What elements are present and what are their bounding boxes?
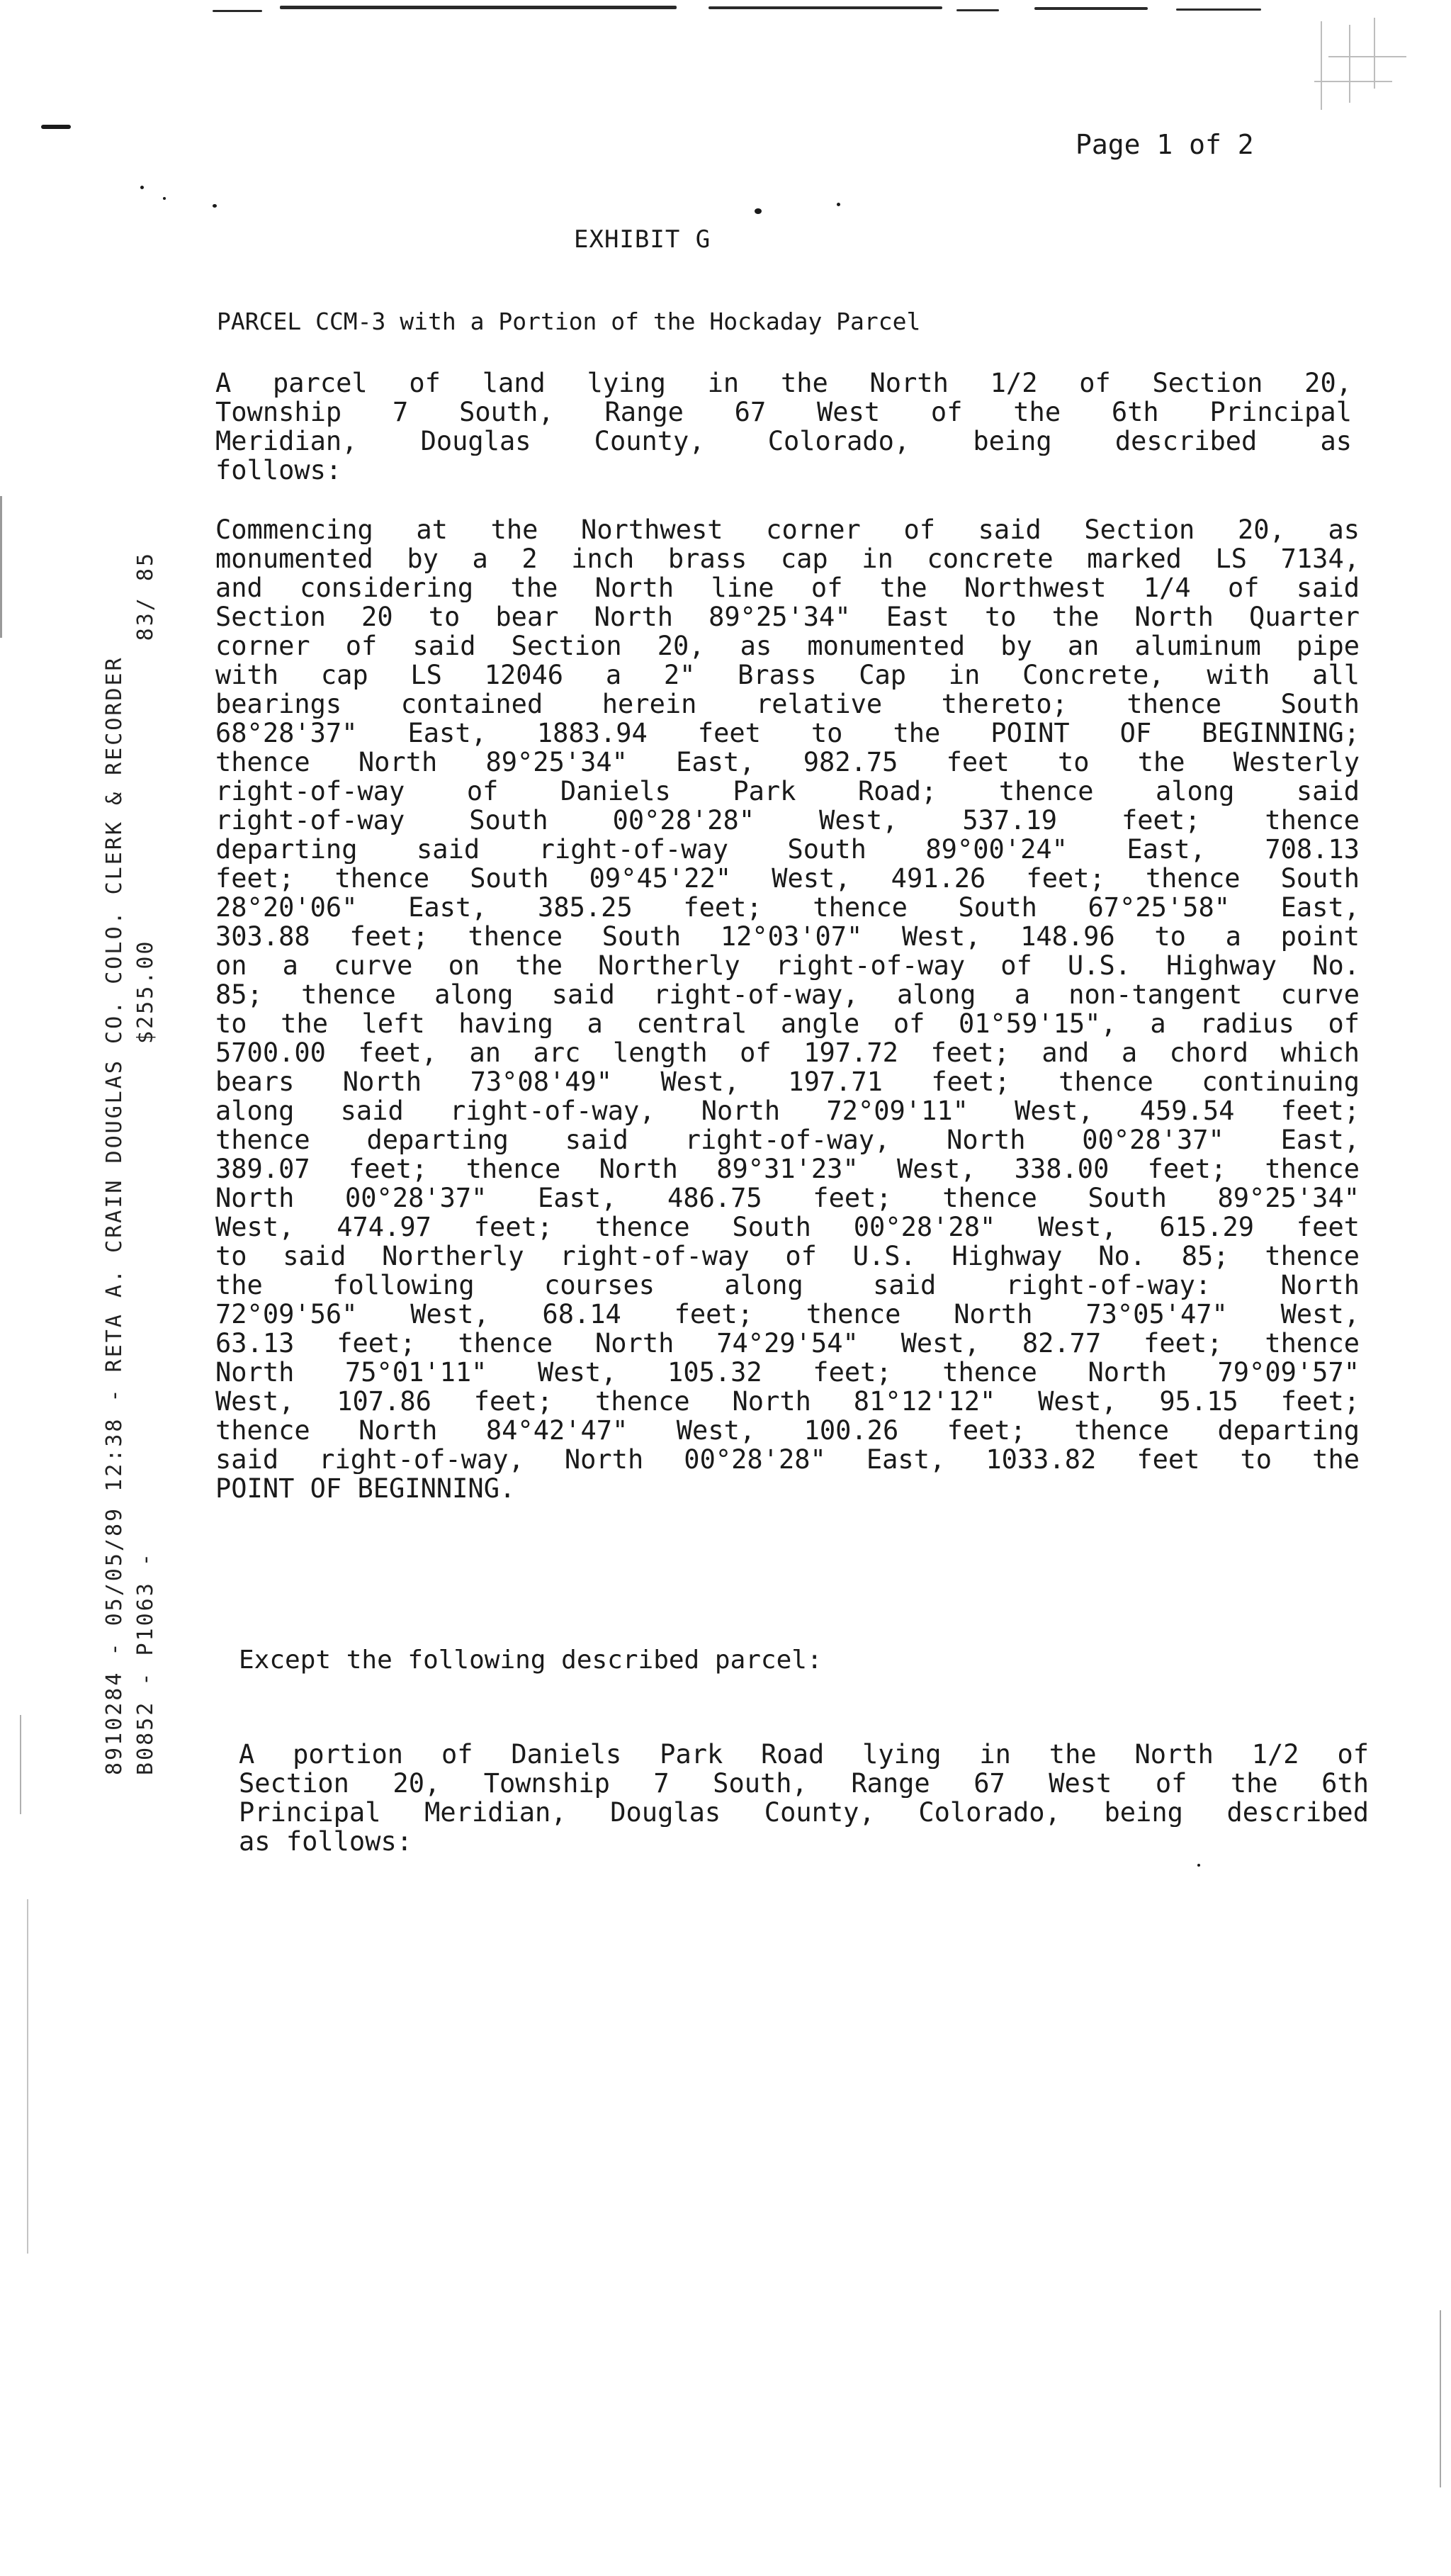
text-line: West, 474.97 feet; thence South 00°28'28" West, 615.29 feet: [215, 1213, 1360, 1242]
scan-speck: [140, 186, 144, 189]
text-line: feet; thence South 09°45'22" West, 491.26 feet; thence South: [215, 864, 1360, 893]
text-line: along said right-of-way, North 72°09'11" West, 459.54 feet;: [215, 1096, 1360, 1125]
scan-speck: [837, 203, 840, 206]
text-line: bears North 73°08'49" West, 197.71 feet; thence continuing: [215, 1067, 1360, 1096]
text-line: to the left having a central angle of 01°59'15", a radius of: [215, 1009, 1360, 1038]
scan-edge: [1440, 2310, 1441, 2487]
text-line: bearings contained herein relative thereto; thence South: [215, 690, 1360, 719]
recorder-stamp-line: 8910284 - 05/05/89 12:38 - RETA A. CRAIN DOUGLAS CO. COLO. CLERK & RECORDER: [102, 656, 127, 1775]
text-line: corner of said Section 20, as monumented by an aluminum pipe: [215, 631, 1360, 660]
text-line: with cap LS 12046 a 2" Brass Cap in Concrete, with all: [215, 660, 1360, 690]
page-number: Page 1 of 2: [1075, 129, 1254, 160]
text-line: A parcel of land lying in the North 1/2 of Section 20,: [215, 369, 1352, 398]
scan-edge: [27, 1899, 28, 2254]
recorder-stamp-line: B0852 - P1063 - $255.00 83/ 85: [133, 551, 158, 1775]
scan-mark: [41, 125, 71, 129]
text-line: POINT OF BEGINNING.: [215, 1474, 516, 1503]
text-line: 303.88 feet; thence South 12°03'07" West, 148.96 to a point: [215, 922, 1360, 951]
text-line: right-of-way South 00°28'28" West, 537.19 feet; thence: [215, 806, 1360, 835]
text-line: North 75°01'11" West, 105.32 feet; thence North 79°09'57": [215, 1358, 1360, 1387]
text-line: Meridian, Douglas County, Colorado, being described as: [215, 427, 1352, 456]
text-line: departing said right-of-way South 89°00'24" East, 708.13: [215, 835, 1360, 864]
text-line: 5700.00 feet, an arc length of 197.72 feet; and a chord which: [215, 1038, 1360, 1067]
text-line: on a curve on the Northerly right-of-way of U.S. Highway No.: [215, 951, 1360, 980]
text-line: Section 20, Township 7 South, Range 67 West of the 6th: [239, 1769, 1369, 1798]
text-line: said right-of-way, North 00°28'28" East, 1033.82 feet to the: [215, 1445, 1360, 1474]
exhibit-title: EXHIBIT G: [574, 225, 711, 254]
paragraph-exception: Except the following described parcel:: [239, 1646, 823, 1675]
text-line: 389.07 feet; thence North 89°31'23" West, 338.00 feet; thence: [215, 1154, 1360, 1183]
text-line: and considering the North line of the Northwest 1/4 of said: [215, 573, 1360, 602]
scan-speck: [755, 208, 762, 214]
text-line: to said Northerly right-of-way of U.S. Highway No. 85; thence: [215, 1242, 1360, 1271]
text-line: 63.13 feet; thence North 74°29'54" West, 82.77 feet; thence: [215, 1329, 1360, 1358]
scan-edge: [20, 1715, 21, 1814]
text-line: follows:: [215, 456, 342, 485]
text-line: right-of-way of Daniels Park Road; thence along said: [215, 777, 1360, 806]
scan-artifact-top: [213, 4, 1275, 16]
scan-edge: [0, 496, 2, 638]
text-line: Township 7 South, Range 67 West of the 6th Principal: [215, 398, 1352, 427]
text-line: the following courses along said right-of-way: North: [215, 1271, 1360, 1300]
text-line: North 00°28'37" East, 486.75 feet; thence South 89°25'34": [215, 1183, 1360, 1213]
text-line: 68°28'37" East, 1883.94 feet to the POINT OF BEGINNING;: [215, 719, 1360, 748]
text-line: as follows:: [239, 1827, 413, 1856]
scan-noise-corner: [1307, 18, 1413, 117]
text-line: thence departing said right-of-way, North 00°28'37" East,: [215, 1125, 1360, 1154]
paragraph-metes-and-bounds: [215, 515, 1360, 1503]
paragraph-parcel-description: [215, 369, 1352, 485]
scan-speck: [163, 197, 166, 200]
parcel-heading: PARCEL CCM-3 with a Portion of the Hockaday Parcel: [217, 308, 921, 335]
text-line: thence North 84°42'47" West, 100.26 feet; thence departing: [215, 1416, 1360, 1445]
text-line: monumented by a 2 inch brass cap in concrete marked LS 7134,: [215, 544, 1360, 573]
text-line: 28°20'06" East, 385.25 feet; thence South 67°25'58" East,: [215, 893, 1360, 922]
text-line: Commencing at the Northwest corner of said Section 20, as: [215, 515, 1360, 544]
text-line: 72°09'56" West, 68.14 feet; thence North 73°05'47" West,: [215, 1300, 1360, 1329]
paragraph-road-portion: [239, 1740, 1369, 1856]
scan-speck: [1197, 1864, 1200, 1867]
text-line: Principal Meridian, Douglas County, Colorado, being described: [239, 1798, 1369, 1827]
text-line: West, 107.86 feet; thence North 81°12'12" West, 95.15 feet;: [215, 1387, 1360, 1416]
scan-speck: [213, 204, 217, 208]
recorder-margin-stamp: [99, 551, 162, 1775]
text-line: 85; thence along said right-of-way, along a non-tangent curve: [215, 980, 1360, 1009]
text-line: Section 20 to bear North 89°25'34" East to the North Quarter: [215, 602, 1360, 631]
text-line: A portion of Daniels Park Road lying in the North 1/2 of: [239, 1740, 1369, 1769]
text-line: thence North 89°25'34" East, 982.75 feet to the Westerly: [215, 748, 1360, 777]
